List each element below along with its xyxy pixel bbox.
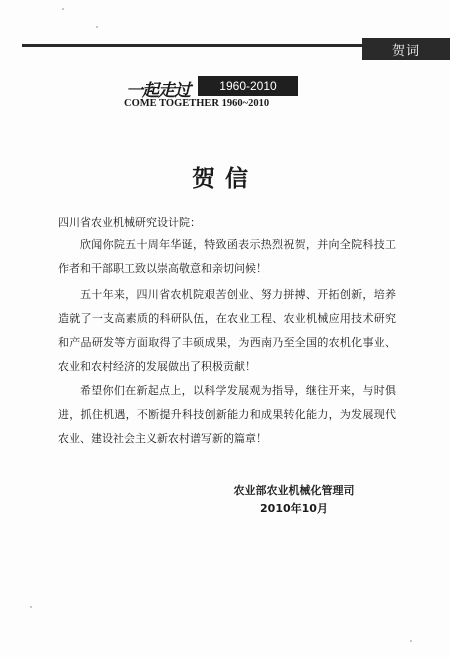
letter-paragraph: 希望你们在新起点上，以科学发展观为指导，继往开来，与时俱进，抓住机遇，不断提升科技创新能力和成果转化能力，为发展现代农业、建设社会主义新农村谱写新的篇章！: [58, 384, 396, 445]
letter-paragraph: 五十年来，四川省农机院艰苦创业、努力拼搏、开拓创新，培养造就了一支高素质的科研队伍，在农业工程、农业机械应用技术研究和产品研发等方面取得了丰硕成果，为西南乃至全国的农机化事业、农业和农村经济的发展做出了积极贡献！: [58, 288, 396, 373]
letter-title: 贺信: [192, 166, 258, 192]
logo-subtitle: COME TOGETHER 1960~2010: [124, 98, 270, 109]
scan-speck: [62, 8, 64, 10]
scan-speck: [410, 640, 412, 642]
scan-speck: [96, 26, 98, 28]
letter-salutation: 四川省农业机械研究设计院：: [58, 216, 201, 229]
section-tab: 贺词: [362, 38, 450, 60]
logo-years-badge: 1960-2010: [198, 76, 298, 96]
letter-paragraph: 欣闻你院五十周年华诞，特致函表示热烈祝贺，并向全院科技工作者和干部职工致以崇高敬意和亲切问候！: [58, 238, 396, 275]
logo-script-text: 一起走过: [126, 81, 190, 101]
scan-speck: [30, 606, 32, 608]
signature-date: 2010年10月: [260, 502, 328, 515]
signature-organization: 农业部农业机械化管理司: [233, 484, 355, 497]
